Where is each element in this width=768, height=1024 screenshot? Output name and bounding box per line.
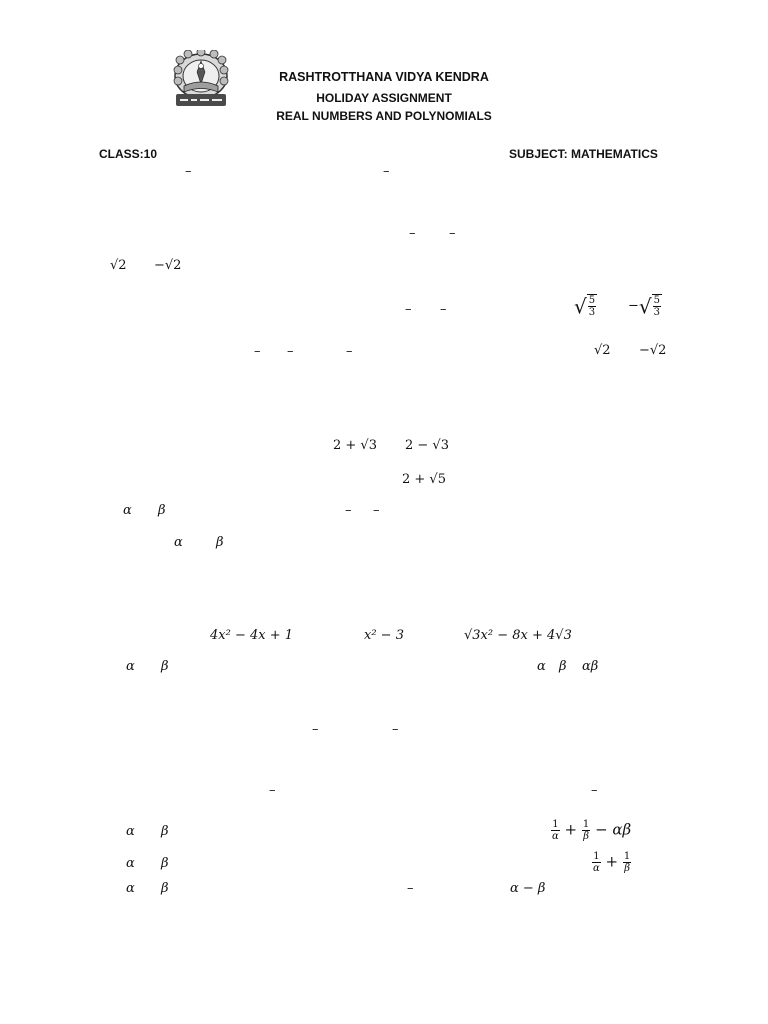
math-neg-sqrt2: −√2 <box>154 258 182 273</box>
math-alpha-beta: αβ <box>582 659 599 674</box>
math-sqrt-five-thirds: √ $\frac{5}{3}$ <box>574 294 596 319</box>
math-poly-3: √3x² − 8x + 4√3 <box>464 628 572 643</box>
math-sqrt2: √2 <box>110 258 127 273</box>
math-alpha: α <box>126 824 135 839</box>
math-alpha: α <box>126 881 135 896</box>
math-two-plus-sqrt5: 2 + √5 <box>402 472 446 487</box>
school-name: RASHTROTTHANA VIDYA KENDRA <box>279 70 489 84</box>
assignment-topic: REAL NUMBERS AND POLYNOMIALS <box>276 109 492 123</box>
math-sqrt2: √2 <box>594 343 611 358</box>
dash-mark: – <box>392 722 399 737</box>
assignment-title: HOLIDAY ASSIGNMENT <box>316 91 452 105</box>
subject-label: SUBJECT: MATHEMATICS <box>509 147 658 161</box>
math-neg-sqrt2: −√2 <box>639 343 667 358</box>
math-reciprocal-sum-minus-product: $\frac{1}{\alpha}$ + $\frac{1}{\beta}$ − αβ <box>552 819 632 842</box>
dash-mark: – <box>409 226 416 241</box>
math-beta: β <box>158 503 166 518</box>
dash-mark: – <box>405 302 412 317</box>
dash-mark: – <box>449 226 456 241</box>
dash-mark: – <box>254 344 261 359</box>
class-label: CLASS:10 <box>99 147 158 161</box>
math-poly-1: 4x² − 4x + 1 <box>210 628 294 643</box>
dash-mark: – <box>383 164 390 179</box>
dash-mark: – <box>346 344 353 359</box>
math-beta: β <box>216 535 224 550</box>
math-poly-2: x² − 3 <box>364 628 404 643</box>
math-alpha: α <box>126 856 135 871</box>
math-alpha: α <box>174 535 183 550</box>
math-alpha: α <box>537 659 546 674</box>
math-alpha: α <box>126 659 135 674</box>
math-beta: β <box>161 659 169 674</box>
math-beta: β <box>161 824 169 839</box>
school-emblem-logo <box>170 50 232 110</box>
dash-mark: – <box>269 783 276 798</box>
math-neg-sqrt-five-thirds: −√ $\frac{5}{3}$ <box>628 294 661 319</box>
dash-mark: – <box>591 783 598 798</box>
dash-mark: – <box>287 344 294 359</box>
math-alpha: α <box>123 503 132 518</box>
math-beta: β <box>559 659 567 674</box>
math-beta: β <box>161 881 169 896</box>
math-two-plus-sqrt3: 2 + √3 <box>333 438 377 453</box>
dash-mark: – <box>312 722 319 737</box>
dash-mark: – <box>373 503 380 518</box>
math-alpha-minus-beta: α − β <box>510 881 546 896</box>
dash-mark: – <box>440 302 447 317</box>
math-reciprocal-sum: $\frac{1}{\alpha}$ + $\frac{1}{\beta}$ <box>593 851 631 874</box>
math-beta: β <box>161 856 169 871</box>
math-two-minus-sqrt3: 2 − √3 <box>405 438 449 453</box>
dash-mark: – <box>345 503 352 518</box>
dash-mark: – <box>185 164 192 179</box>
dash-mark: – <box>407 881 414 896</box>
